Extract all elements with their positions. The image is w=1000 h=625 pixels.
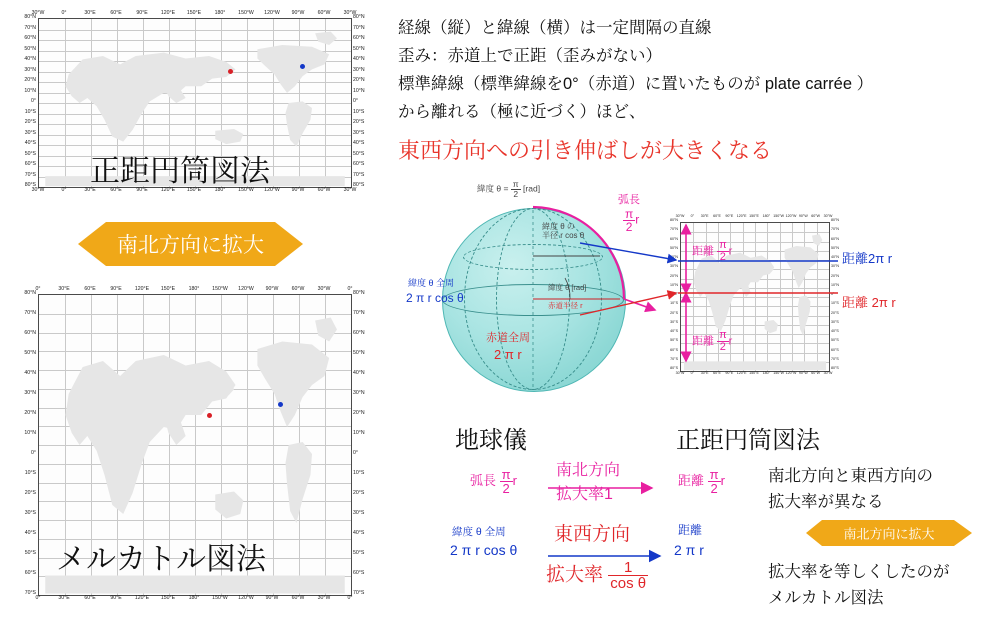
map-axis-label-x: 90°W [265, 595, 279, 601]
map-axis-label-y: 80°S [831, 366, 839, 370]
summary-equirect-title: 正距円筒図法 [676, 427, 820, 454]
map-axis-label-y: 40°S [831, 329, 839, 333]
map-axis-label-y: 10°N [24, 430, 36, 436]
map-axis-label-x: 150°W [238, 187, 254, 193]
map-axis-label-y: 60°S [24, 570, 36, 576]
map-axis-label-y: 60°N [353, 35, 365, 41]
summary-row2-arrow-bottom [546, 560, 648, 591]
map-axis-label-y: 50°S [24, 550, 36, 556]
map-axis-label-x: 120°W [238, 595, 254, 601]
summary-row1-left [470, 468, 517, 495]
small-map-distance-blue: 距離2π r [842, 251, 893, 266]
summary-row1-arrow [548, 478, 668, 498]
map-axis-label-y: 0° [353, 98, 358, 104]
map-axis-label-x: 30°E [84, 187, 96, 193]
map-axis-label-x: 30°W [31, 187, 45, 193]
map-axis-label-y: 60°S [353, 161, 365, 167]
map-axis-label-y: 20°S [24, 119, 36, 125]
map-axis-label-y: 30°N [831, 264, 840, 269]
map-axis-label-x: 30°W [343, 10, 357, 16]
map-axis-label-y: 60°S [353, 570, 365, 576]
map-axis-label-y: 10°N [353, 430, 365, 436]
globe-latitude-circumference-label [408, 278, 454, 288]
map-axis-label-x: 0° [347, 286, 353, 292]
summary-row1-arrow-bottom: 拡大率1 [556, 486, 613, 503]
map-axis-label-y: 10°S [353, 108, 365, 115]
map-axis-label-y: 30°S [24, 129, 36, 136]
map-axis-label-y: 30°N [24, 66, 36, 73]
explanation-line-2: 歪み：赤道上で正距（歪みがない） [398, 47, 662, 65]
map-axis-label-x: 90°W [291, 10, 305, 16]
map-axis-label-x: 60°W [317, 10, 331, 16]
map-axis-label-x: 30°E [58, 595, 70, 601]
map-axis-label-y: 70°S [353, 590, 365, 596]
map-axis-label-y: 60°N [669, 236, 678, 241]
map-axis-label-y: 50°S [831, 338, 839, 343]
map-axis-label-x: 150°W [773, 214, 785, 218]
map-axis-label-y: 70°S [670, 356, 678, 361]
map-axis-label-y: 80°N [353, 14, 365, 20]
map-axis-label-y: 30°S [831, 319, 839, 324]
map-axis-label-y: 40°S [353, 140, 365, 146]
map-axis-label-y: 30°S [24, 510, 36, 516]
map-axis-label-y: 60°N [24, 330, 36, 336]
north-south-expand-arrow-small [806, 520, 972, 546]
map-axis-label-x: 120°E [736, 214, 747, 218]
map-marker-dot [207, 413, 212, 418]
map-axis-label-x: 60°E [110, 10, 122, 16]
map-axis-label-x: 0° [61, 187, 67, 193]
map-axis-label-y: 10°N [353, 87, 365, 94]
map-axis-label-x: 0° [61, 10, 67, 16]
explanation-line-5-highlight: 東西方向への引き伸ばしが大きくなる [398, 138, 773, 163]
map-axis-label-y: 10°N [669, 282, 678, 287]
map-axis-label-x: 90°E [136, 187, 148, 193]
summary-row2-right-line1: 距離 [678, 523, 703, 537]
map-axis-label-x: 180° [762, 371, 771, 375]
summary-row1-right-fraction: $\frac{\pi}{2}$ [709, 467, 719, 496]
map-axis-label-y: 40°S [670, 329, 678, 333]
map-axis-label-x: 30°W [675, 214, 685, 218]
map-axis-label-y: 10°S [670, 301, 678, 306]
small-map-distance-bottom [692, 330, 732, 353]
mercator-map-panel [8, 282, 388, 617]
map-axis-label-y: 10°S [24, 108, 36, 115]
map-axis-label-y: 10°N [831, 282, 840, 287]
globe-equator-radius-label: 赤道半径 r [548, 301, 583, 310]
map-axis-label-x: 60°E [110, 187, 122, 193]
map-axis-label-y: 80°S [24, 182, 36, 188]
map-axis-label-x: 150°E [186, 187, 202, 193]
map-marker-dot [300, 64, 305, 69]
summary-row1-left-radius: r [512, 472, 517, 488]
map-axis-label-y: 50°S [670, 338, 678, 343]
globe-pole-latitude-fraction: $\frac{\pi}{2}$ [512, 179, 519, 199]
map-axis-label-y: 20°S [670, 310, 678, 315]
map-axis-label-x: 90°W [798, 371, 808, 375]
globe-pole-latitude-text: 緯度 θ = [477, 183, 509, 194]
equirectangular-map-panel [8, 8, 378, 208]
map-axis-label-y: 10°N [24, 87, 36, 94]
summary-row2-right-line2: 2 π r [674, 542, 704, 558]
map-axis-label-x: 120°E [160, 187, 176, 193]
map-axis-label-y: 50°N [353, 45, 365, 52]
summary-row1-right-radius: r [720, 472, 725, 488]
globe-equator-circumference-line1: 赤道全周 [486, 332, 530, 344]
map-axis-label-x: 150°E [186, 10, 202, 16]
map-axis-label-x: 30°E [58, 286, 70, 292]
map-axis-label-x: 30°W [317, 286, 331, 292]
map-axis-label-y: 50°S [353, 150, 365, 157]
map-axis-label-x: 180° [214, 10, 226, 16]
map-axis-label-y: 10°S [353, 470, 365, 476]
map-axis-label-x: 30°W [675, 371, 685, 375]
map-axis-label-x: 30°E [84, 10, 96, 16]
small-map-annotation-vectors [640, 205, 980, 405]
map-axis-label-y: 40°S [24, 530, 36, 536]
summary-note-line3: 拡大率を等しくしたのが [768, 563, 950, 581]
map-axis-label-y: 20°N [353, 410, 365, 416]
summary-row2-arrow-bottom-fraction: $\frac{1}{\text{cos θ}}$ [610, 559, 647, 592]
map-axis-label-y: 20°S [353, 490, 365, 496]
summary-row1-right-label: 距離 [678, 472, 705, 488]
map-axis-label-x: 180° [188, 286, 200, 292]
globe-latitude-circumference-value [406, 292, 464, 306]
map-axis-label-y: 60°S [831, 347, 839, 352]
summary-row1-right [678, 468, 725, 495]
map-axis-label-x: 180° [762, 214, 771, 218]
mercator-map-title: メルカトル図法 [56, 543, 266, 576]
map-axis-label-y: 70°S [24, 171, 36, 178]
map-axis-label-x: 150°W [212, 286, 228, 292]
map-axis-label-y: 60°S [670, 347, 678, 352]
map-axis-label-y: 20°N [831, 273, 840, 278]
map-axis-label-y: 60°S [24, 161, 36, 167]
map-axis-label-x: 0° [35, 286, 41, 292]
map-axis-label-x: 30°E [700, 214, 709, 218]
map-axis-label-y: 40°N [24, 56, 36, 62]
map-axis-label-y: 70°S [831, 356, 839, 361]
map-axis-label-y: 70°N [24, 310, 36, 316]
small-map-distance-top [692, 240, 732, 263]
small-map-distance-bottom-text: 距離 [692, 335, 714, 348]
map-axis-label-y: 80°N [353, 290, 365, 296]
globe-arc-value [623, 208, 639, 233]
map-axis-label-y: 40°N [24, 370, 36, 376]
map-axis-label-y: 50°N [669, 245, 678, 250]
map-axis-label-x: 90°W [798, 214, 808, 218]
map-axis-label-y: 20°N [24, 410, 36, 416]
map-axis-label-y: 30°N [353, 66, 365, 73]
map-axis-label-x: 180° [214, 187, 226, 193]
map-axis-label-x: 120°W [238, 286, 254, 292]
globe-latitude-radius-line2: 半径 r cos θ [542, 231, 585, 241]
map-axis-label-y: 20°N [353, 77, 365, 83]
map-axis-label-x: 90°W [265, 286, 279, 292]
summary-row1-left-fraction: $\frac{\pi}{2}$ [501, 467, 511, 496]
map-axis-label-y: 20°S [24, 490, 36, 496]
map-axis-label-y: 20°N [24, 77, 36, 83]
map-axis-label-y: 50°N [353, 350, 365, 356]
map-axis-label-x: 60°W [811, 371, 821, 375]
map-axis-label-x: 60°W [291, 286, 305, 292]
map-axis-label-y: 70°S [24, 590, 36, 596]
map-axis-label-y: 50°S [353, 550, 365, 556]
summary-row2-arrow-bottom-label: 拡大率 [546, 564, 604, 586]
map-axis-label-x: 150°E [749, 371, 759, 375]
map-axis-label-x: 180° [188, 595, 200, 601]
map-axis-label-x: 150°W [212, 595, 228, 601]
globe-arc-radius: r [635, 212, 640, 227]
globe-latitude-radius-line1: 緯度 θ の [542, 222, 575, 231]
small-map-distance-bottom-fraction: $\frac{\pi}{2}$ [719, 329, 727, 353]
map-axis-label-x: 150°E [749, 214, 759, 218]
small-map-distance-top-fraction: $\frac{\pi}{2}$ [719, 239, 727, 263]
globe-diagram [406, 179, 670, 410]
map-axis-label-x: 60°W [317, 187, 331, 193]
summary-row1-left-label: 弧長 [470, 472, 497, 488]
equirectangular-map-title: 正距円筒図法 [90, 155, 270, 188]
map-axis-label-y: 70°N [831, 227, 840, 232]
map-axis-label-y: 50°S [24, 150, 36, 157]
map-axis-label-y: 70°N [353, 24, 365, 31]
map-axis-label-y: 40°N [669, 255, 678, 259]
map-axis-label-y: 60°N [24, 35, 36, 41]
map-axis-label-x: 0° [690, 371, 695, 375]
map-axis-label-x: 120°W [785, 214, 797, 218]
globe-arc-label [618, 194, 640, 207]
map-axis-label-y: 30°S [670, 319, 678, 324]
small-map-distance-top-radius: r [728, 245, 733, 258]
map-axis-label-y: 20°S [353, 119, 365, 125]
map-axis-label-x: 60°W [291, 595, 305, 601]
map-axis-label-y: 40°S [353, 530, 365, 536]
map-axis-label-y: 80°S [353, 182, 365, 188]
map-axis-label-y: 50°N [24, 45, 36, 52]
map-axis-label-x: 30°W [823, 371, 833, 375]
globe-arc-text: 弧長 [618, 194, 640, 206]
map-axis-label-x: 60°E [713, 214, 721, 218]
map-axis-label-x: 120°E [134, 286, 150, 292]
map-axis-label-y: 70°N [353, 310, 365, 316]
map-axis-label-x: 90°W [291, 187, 305, 193]
map-axis-label-x: 150°W [773, 371, 785, 375]
map-axis-label-y: 20°S [831, 310, 839, 315]
globe-arc-fraction: $\frac{\pi}{2}$ [625, 207, 634, 234]
map-axis-label-y: 0° [353, 450, 358, 456]
summary-note-line1: 南北方向と東西方向の [768, 467, 933, 485]
map-axis-label-x: 120°E [160, 10, 176, 16]
map-axis-label-x: 90°E [725, 371, 734, 375]
map-axis-label-x: 120°E [736, 371, 747, 375]
map-axis-label-y: 20°N [669, 273, 678, 278]
summary-row2-left-line2: 2 π r cos θ [450, 542, 518, 558]
map-axis-label-x: 30°W [31, 10, 45, 16]
summary-note-line4: メルカトル図法 [768, 589, 884, 607]
map-axis-label-y: 30°S [353, 129, 365, 136]
map-axis-label-y: 40°N [353, 56, 365, 62]
globe-latitude-circumference-line1: 緯度 θ 全周 [408, 278, 455, 288]
map-axis-label-x: 30°E [700, 371, 709, 375]
map-axis-label-y: 80°N [24, 14, 36, 20]
explanation-line-1: 経線（縦）と緯線（横）は一定間隔の直線 [398, 19, 712, 37]
map-axis-label-x: 120°W [785, 371, 797, 375]
map-axis-label-x: 0° [690, 214, 695, 218]
map-axis-label-x: 150°W [238, 10, 254, 16]
explanation-line-3: 標準緯線（標準緯線を0°（赤道）に置いたものが plate carrée ） [398, 75, 874, 93]
map-axis-label-x: 0° [347, 595, 353, 601]
map-axis-label-y: 60°N [353, 330, 365, 336]
map-axis-label-y: 70°N [669, 227, 678, 232]
north-south-expand-arrow-label: 南北方向に拡大 [117, 234, 264, 257]
map-axis-label-y: 80°S [670, 366, 678, 370]
map-axis-label-x: 90°E [110, 595, 122, 601]
map-axis-label-y: 80°N [669, 218, 678, 222]
map-axis-label-x: 150°E [160, 595, 176, 601]
map-axis-label-y: 0° [674, 292, 678, 296]
globe-latitude-radius-label [542, 222, 584, 240]
map-axis-label-y: 30°N [24, 390, 36, 396]
small-map-distance-bottom-radius: r [728, 335, 733, 348]
summary-globe-title: 地球儀 [455, 427, 527, 454]
map-axis-label-y: 60°N [831, 236, 840, 241]
summary-row2-left-line1: 緯度 θ 全周 [452, 526, 506, 538]
map-axis-label-y: 10°S [24, 470, 36, 476]
globe-pole-latitude-label [477, 180, 540, 198]
map-axis-label-x: 0° [35, 595, 41, 601]
map-axis-label-x: 120°E [134, 595, 150, 601]
map-axis-label-y: 0° [31, 98, 36, 104]
summary-row2-arrow-top: 東西方向 [554, 524, 631, 545]
map-axis-label-x: 60°W [811, 214, 821, 218]
map-axis-label-y: 70°S [353, 171, 365, 178]
globe-equator-circumference-line2: 2 π r [494, 347, 522, 362]
map-axis-label-y: 40°N [831, 255, 840, 259]
map-axis-label-x: 90°E [110, 286, 122, 292]
map-axis-label-x: 120°W [264, 10, 280, 16]
map-axis-label-x: 120°W [264, 187, 280, 193]
map-axis-label-x: 60°E [713, 371, 721, 375]
map-axis-label-y: 30°N [353, 390, 365, 396]
north-south-expand-arrow-small-label: 南北方向に拡大 [843, 526, 935, 542]
map-axis-label-y: 70°N [24, 24, 36, 31]
map-axis-label-y: 80°N [24, 290, 36, 296]
map-axis-label-y: 40°N [353, 370, 365, 376]
map-axis-label-x: 30°W [317, 595, 331, 601]
small-map-distance-red: 距離 2π r [842, 295, 896, 310]
map-axis-label-y: 50°N [831, 245, 840, 250]
small-map-distance-top-text: 距離 [692, 245, 714, 258]
map-axis-label-x: 150°E [160, 286, 176, 292]
map-axis-label-x: 90°E [725, 214, 734, 218]
globe-theta-rad-label: 緯度 θ [rad] [548, 283, 587, 292]
map-axis-label-x: 90°E [136, 10, 148, 16]
summary-row1-arrow-top: 南北方向 [556, 462, 621, 479]
map-axis-label-x: 30°W [823, 214, 833, 218]
map-axis-label-y: 10°S [831, 301, 839, 306]
globe-latitude-circumference-formula: 2 π r cos θ [406, 291, 464, 305]
map-axis-label-x: 60°E [84, 595, 96, 601]
map-axis-label-y: 30°N [669, 264, 678, 269]
map-axis-label-y: 40°S [24, 140, 36, 146]
globe-pole-latitude-unit: [rad] [523, 183, 541, 194]
map-axis-label-y: 50°N [24, 350, 36, 356]
map-axis-label-y: 30°S [353, 510, 365, 516]
map-axis-label-y: 0° [831, 292, 835, 296]
summary-note-line2: 拡大率が異なる [768, 493, 884, 511]
map-axis-label-x: 30°W [343, 187, 357, 193]
map-axis-label-x: 60°E [84, 286, 96, 292]
map-axis-label-y: 0° [31, 450, 36, 456]
north-south-expand-arrow [78, 222, 303, 266]
map-axis-label-y: 80°N [831, 218, 840, 222]
explanation-line-4: から離れる（極に近づく）ほど、 [398, 103, 646, 121]
